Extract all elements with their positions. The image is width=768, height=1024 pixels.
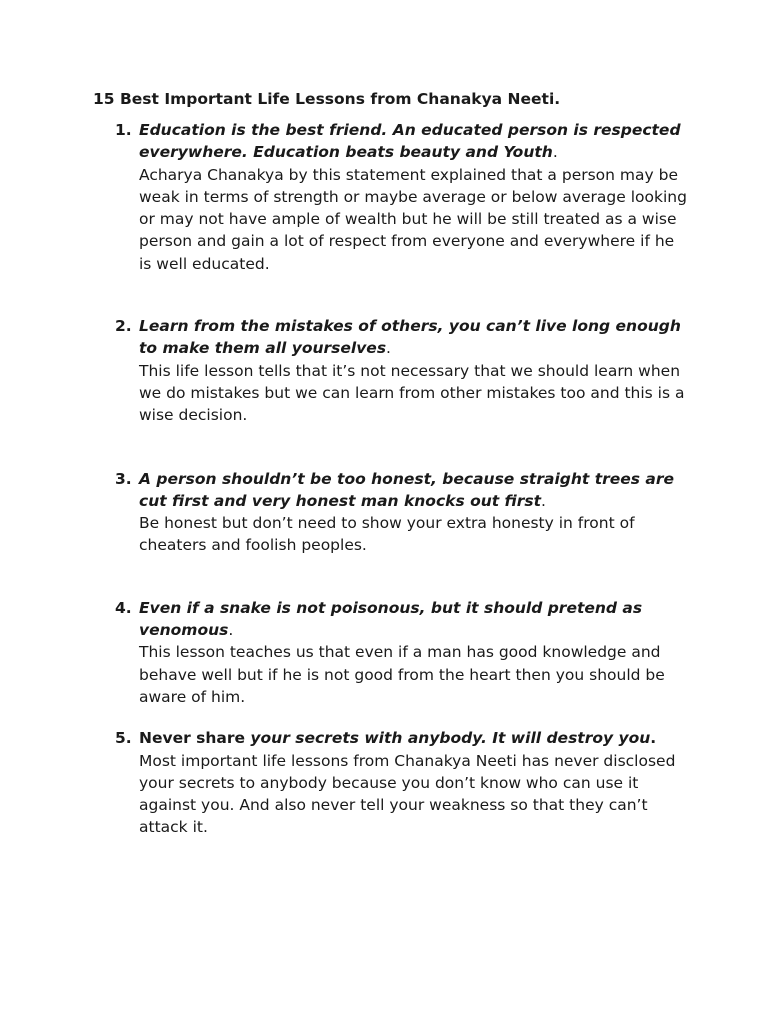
lesson-item-1 (93, 119, 688, 275)
lesson-quote-lead: Never share (139, 729, 251, 748)
lesson-item-3 (93, 468, 688, 557)
lesson-quote-end: . (228, 621, 234, 640)
lesson-number: 2. (115, 317, 132, 336)
lesson-number: 5. (115, 729, 132, 748)
lesson-explanation: This life lesson tells that it’s not necessary that we should learn when we do mistakes but we can learn from other mistakes too and this is a wise decision. (139, 361, 685, 425)
lesson-explanation: Most important life lessons from Chanakya Neeti has never disclosed your secrets to anybody because you don’t know who can use it against you. And also never tell your weakness so that they can’t attack it. (139, 751, 676, 837)
lesson-quote (139, 468, 688, 513)
lesson-explanation: This lesson teaches us that even if a man has good knowledge and behave well but if he is not good from the heart then you should be aware of him. (139, 643, 665, 706)
lesson-quote-end: . (650, 729, 657, 748)
lesson-quote (139, 597, 688, 642)
lesson-quote-text: your secrets with anybody. It will destroy you (250, 729, 651, 748)
lesson-quote-end: . (386, 339, 391, 358)
lesson-item-2 (93, 315, 688, 426)
lesson-item-5 (93, 727, 688, 838)
lesson-quote-end: . (552, 143, 558, 162)
lessons-list (93, 119, 688, 839)
lesson-quote (139, 727, 688, 749)
lesson-quote-text: Even if a snake is not poisonous, but it should pretend as venomous (139, 598, 643, 640)
lesson-explanation: Acharya Chanakya by this statement explained that a person may be weak in terms of strength or maybe average or below average looking or may not have ample of wealth but he will be still treated as a wise person and gain a lot of respect from everyone and everywhere if he is well educated. (139, 165, 687, 273)
lesson-explanation: Be honest but don’t need to show your extra honesty in front of cheaters and foolish peoples. (139, 514, 635, 555)
lesson-number: 3. (115, 469, 132, 488)
document-title: 15 Best Important Life Lessons from Chanakya Neeti. (93, 90, 561, 108)
lesson-item-4 (93, 597, 688, 708)
lesson-number: 1. (115, 121, 132, 139)
lesson-quote-end: . (541, 491, 546, 510)
lesson-quote-text: Learn from the mistakes of others, you can’t live long enough to make them all yourselves (139, 317, 681, 358)
lesson-number: 4. (115, 598, 132, 617)
lesson-quote-text: A person shouldn’t be too honest, because straight trees are cut first and very honest man knocks out first (139, 469, 675, 510)
lesson-quote-text: Education is the best friend. An educated person is respected everywhere. Education beats beauty and Youth (139, 121, 681, 162)
lesson-quote (139, 315, 688, 360)
lesson-quote (139, 119, 688, 164)
